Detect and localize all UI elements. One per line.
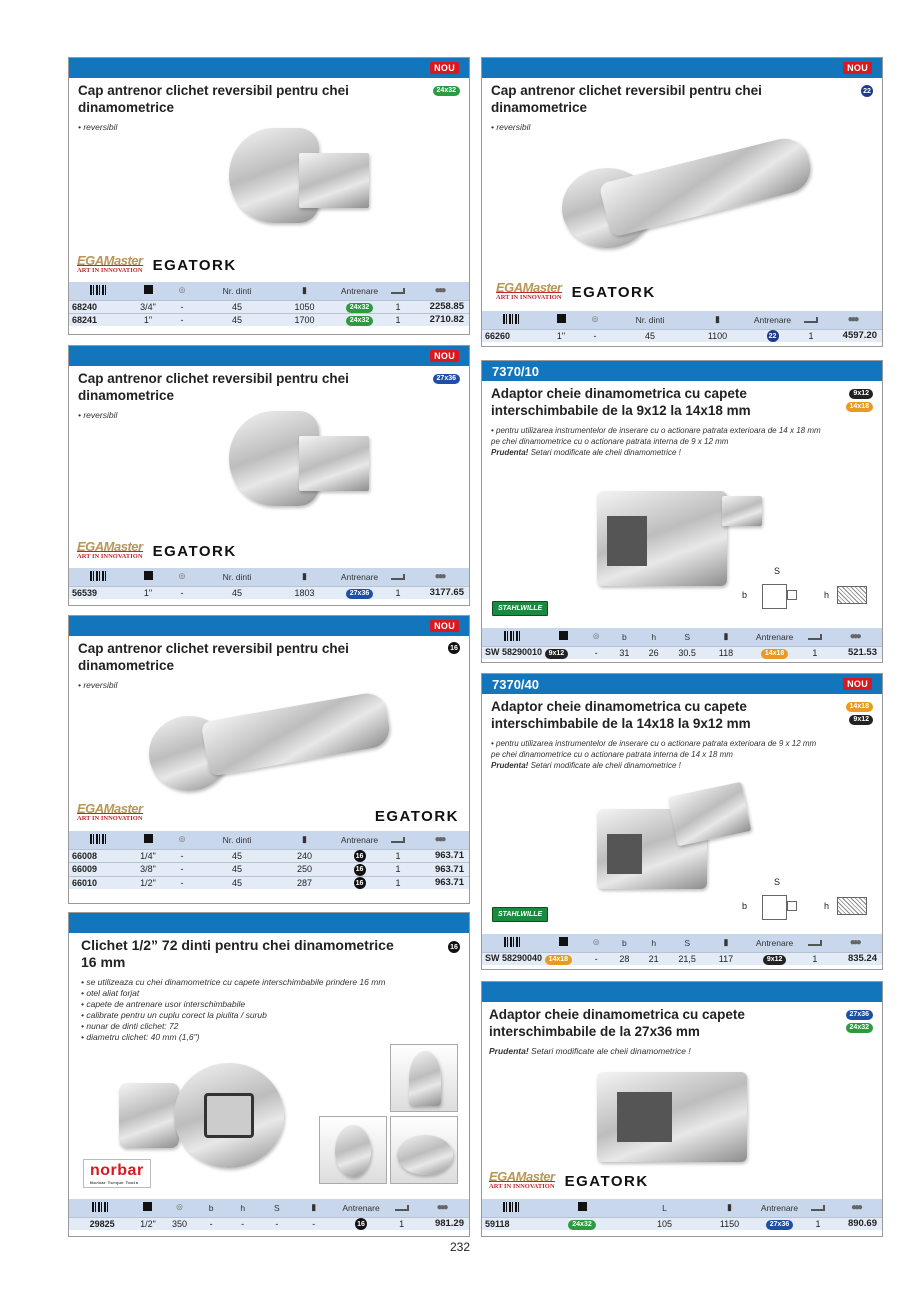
detail-image-1 — [390, 1044, 458, 1112]
product-table — [69, 1199, 469, 1230]
table-header: ⊚ Nr. dinti ▮ Antrenare ●●● — [482, 311, 882, 329]
warning-text: Prudenta! Setari modificate ale cheii dinamometrice ! — [491, 448, 681, 457]
product-card-7370-10 — [481, 360, 883, 663]
product-image — [159, 406, 389, 526]
feature-item: • pentru utilizarea instrumentelor de inserare cu o actionare patrata exterioara de 9 x 12 mm — [491, 739, 817, 748]
pack-qty-icon — [391, 837, 405, 843]
product-title: Cap antrenor clichet reversibil pentru chei dinamometrice — [78, 371, 349, 403]
card-header — [69, 346, 469, 366]
product-table — [482, 628, 882, 659]
square-drive-icon — [144, 834, 153, 843]
drive-size-badge: 14x18 — [846, 702, 873, 712]
coins-icon: ●●● — [850, 1202, 861, 1214]
product-table — [482, 934, 882, 965]
pack-qty-icon — [808, 634, 822, 640]
feature-item: • reversibil — [78, 680, 118, 690]
egamaster-logo: EGAMaster ART IN INNOVATION — [77, 253, 143, 274]
coins-icon: ●●● — [434, 834, 444, 846]
chain-icon: ⊚ — [591, 314, 599, 325]
card-header — [69, 58, 469, 78]
drive-size-badge: 24x32 — [433, 86, 460, 96]
egatork-logo: EGATORK — [152, 543, 237, 560]
new-badge: NOU — [430, 62, 459, 74]
feature-item: • capete de antrenare usor interschimbabile — [81, 999, 246, 1009]
new-badge: NOU — [430, 620, 459, 632]
antrenare-badge: 24x32 — [346, 316, 373, 326]
barcode-icon — [90, 285, 108, 295]
egamaster-logo: EGAMaster ART IN INNOVATION — [489, 1169, 555, 1190]
square-drive-icon — [559, 631, 568, 640]
product-card-66260 — [481, 57, 883, 347]
antrenare-badge: 16 — [354, 850, 366, 862]
table-row[interactable]: SW 58290040 14x18 - 28 21 21,5 117 9x12 1 835.24 — [482, 952, 882, 965]
brand-logos — [496, 280, 656, 302]
drive-badges — [846, 702, 873, 725]
feature-item: • diametru clichet: 40 mm (1,6") — [81, 1032, 200, 1042]
coins-icon: ●●● — [436, 1202, 446, 1214]
card-header — [69, 616, 469, 636]
feature-item: • reversibil — [491, 122, 531, 132]
card-header — [482, 58, 882, 78]
table-header: ⊚ b h S ▮ Antrenare ●●● — [482, 934, 882, 952]
table-header: ⊚ Nr. dinti ▮ Antrenare ●●● — [69, 831, 469, 849]
product-title: Clichet 1/2” 72 dinti pentru chei dinamometrice 16 mm — [81, 937, 394, 970]
pack-qty-icon — [811, 1205, 825, 1211]
dimension-diagram: S b h — [742, 566, 882, 616]
table-header: L ▮ Antrenare ●●● — [482, 1199, 882, 1217]
table-row[interactable]: 59118 24x32 105 1150 27x36 1 890.69 — [482, 1217, 882, 1230]
pack-qty-icon — [391, 288, 405, 294]
feature-item: pe chei dinamometrice cu o actionare patrata interna de 9 x 12 mm — [491, 437, 729, 446]
drive-size-badge: 16 — [448, 642, 460, 654]
brand-logos — [492, 601, 548, 616]
drive-badges — [861, 85, 873, 97]
antrenare-badge: 16 — [355, 1218, 367, 1230]
brand-logos — [77, 801, 143, 823]
table-row[interactable]: 29825 1/2" 350 - - - - 16 1 981.29 — [69, 1217, 469, 1230]
product-table — [482, 1199, 882, 1230]
table-row[interactable]: 66009 3/8" - 45 250 16 1 963.71 — [69, 863, 469, 877]
feature-item: • otel aliat forjat — [81, 988, 140, 998]
product-card-59118 — [481, 981, 883, 1237]
drive-size-badge: 27x36 — [846, 1010, 873, 1020]
chain-icon: ⊚ — [178, 571, 186, 582]
new-badge: NOU — [843, 62, 872, 74]
table-row[interactable]: 56539 1" - 45 1803 27x36 1 3177.65 — [69, 586, 469, 599]
product-table — [69, 831, 469, 889]
article-number: 7370/10 — [492, 363, 539, 379]
barcode-icon — [503, 1202, 521, 1212]
drive-size-badge: 9x12 — [849, 715, 873, 725]
barcode-icon — [92, 1202, 110, 1212]
product-image — [144, 676, 404, 796]
antrenare-badge: 27x36 — [346, 589, 373, 599]
weight-icon: ▮ — [723, 937, 729, 948]
table-header: ⊚ b h S ▮ Antrenare ●●● — [69, 1199, 469, 1217]
feature-list — [482, 419, 882, 458]
drive-badge: 24x32 — [568, 1220, 595, 1230]
table-header: ⊚ Nr. dinti ▮ Antrenare ●●● — [69, 282, 469, 300]
chain-icon: ⊚ — [175, 1202, 184, 1213]
barcode-icon — [503, 314, 521, 324]
page-number: 232 — [450, 1240, 471, 1254]
weight-icon: ▮ — [311, 1202, 317, 1213]
drive-badges — [448, 642, 460, 654]
product-card-68240 — [68, 57, 470, 335]
antrenare-badge: 9x12 — [763, 955, 787, 965]
feature-item: • pentru utilizarea instrumentelor de inserare cu o actionare patrata exterioara de 14 x 18 mm — [491, 426, 821, 435]
product-table — [69, 282, 469, 326]
drive-size-badge: 22 — [861, 85, 873, 97]
drive-badges — [448, 941, 460, 953]
brand-logos — [83, 1159, 151, 1188]
card-header — [482, 674, 882, 694]
card-header — [482, 982, 882, 1002]
weight-icon: ▮ — [302, 285, 307, 296]
stahlwille-logo: STAHLWILLE — [492, 601, 548, 616]
chain-icon: ⊚ — [178, 834, 186, 845]
dimension-diagram: S b h — [742, 877, 882, 927]
table-row[interactable]: 68240 3/4" - 45 1050 24x32 1 2258.85 — [69, 300, 469, 313]
barcode-icon — [90, 834, 108, 844]
pack-qty-icon — [391, 574, 405, 580]
drive-badges — [846, 1010, 873, 1033]
feature-item: • reversibil — [78, 122, 118, 132]
antrenare-badge: 27x36 — [766, 1220, 793, 1230]
coins-icon: ●●● — [847, 314, 857, 326]
feature-item: • se utilizeaza cu chei dinamometrice cu capete interschimbabile prindere 16 mm — [81, 977, 386, 987]
product-card-7370-40 — [481, 673, 883, 970]
product-card-29825 — [68, 912, 470, 1237]
weight-icon: ▮ — [302, 571, 307, 582]
product-card-66008 — [68, 615, 470, 904]
feature-item: pe chei dinamometrice cu o actionare patrata interna de 14 x 18 mm — [491, 750, 733, 759]
norbar-logo: norbar Norbar Torque Tools — [83, 1159, 151, 1188]
barcode-icon — [504, 631, 522, 641]
feature-list — [482, 732, 882, 771]
square-drive-icon — [144, 285, 153, 294]
square-drive-icon — [559, 937, 568, 946]
product-title: Adaptor cheie dinamometrica cu capete interschimbabile de la 14x18 la 9x12 mm — [491, 699, 751, 731]
coins-icon: ●●● — [849, 937, 859, 949]
weight-icon: ▮ — [727, 1202, 732, 1213]
product-title: Cap antrenor clichet reversibil pentru chei dinamometrice — [491, 83, 762, 115]
feature-item: • calibrate pentru un cuplu corect la piulita / surub — [81, 1010, 267, 1020]
product-table — [69, 568, 469, 599]
weight-icon: ▮ — [302, 834, 307, 845]
feature-item: • nunar de dinti clichet: 72 — [81, 1021, 179, 1031]
antrenare-badge: 22 — [767, 330, 779, 342]
detail-image-2 — [319, 1116, 387, 1184]
detail-image-3 — [390, 1116, 458, 1184]
pack-qty-icon — [395, 1205, 409, 1211]
egatork-logo: EGATORK — [152, 257, 237, 274]
square-drive-icon — [578, 1202, 587, 1211]
table-row[interactable]: 66010 1/2" - 45 287 16 1 963.71 — [69, 876, 469, 889]
product-image — [592, 1067, 772, 1167]
new-badge: NOU — [843, 678, 872, 690]
barcode-icon — [504, 937, 522, 947]
brand-logos — [492, 907, 548, 922]
product-image — [159, 123, 389, 243]
table-row[interactable]: SW 58290010 9x12 - 31 26 30.5 118 14x18 1 521.53 — [482, 646, 882, 659]
product-image — [119, 1063, 319, 1173]
table-row[interactable]: 66008 1/4" - 45 240 16 1 963.71 — [69, 849, 469, 863]
product-image — [552, 123, 812, 253]
product-table — [482, 311, 882, 342]
article-number: 7370/40 — [492, 676, 539, 692]
card-header — [69, 913, 469, 933]
pack-qty-icon — [808, 940, 822, 946]
product-title: Cap antrenor clichet reversibil pentru chei dinamometrice — [78, 83, 349, 115]
square-drive-icon — [143, 1202, 152, 1211]
egatork-logo: EGATORK — [564, 1173, 649, 1190]
antrenare-badge: 14x18 — [761, 649, 788, 659]
table-row[interactable]: 66260 1" - 45 1100 22 1 4597.20 — [482, 329, 882, 342]
antrenare-badge: 16 — [354, 877, 366, 889]
weight-icon: ▮ — [715, 314, 720, 325]
warning-text: Prudenta! Setari modificate ale cheii dinamometrice ! — [491, 761, 681, 770]
antrenare-badge: 24x32 — [346, 303, 373, 313]
warning-text: Prudenta! Setari modificate ale cheii dinamometrice ! — [489, 1046, 691, 1056]
egatork-logo: EGATORK — [374, 808, 459, 825]
egamaster-logo: EGAMaster ART IN INNOVATION — [496, 280, 562, 301]
drive-badges — [433, 86, 460, 96]
egamaster-logo: EGAMaster ART IN INNOVATION — [77, 801, 143, 822]
product-title: Cap antrenor clichet reversibil pentru chei dinamometrice — [78, 641, 349, 673]
chain-icon: ⊚ — [592, 631, 600, 642]
code-drive-badge: 9x12 — [545, 649, 569, 659]
egatork-logo: EGATORK — [571, 284, 656, 301]
feature-list — [482, 1040, 882, 1057]
product-title: Adaptor cheie dinamometrica cu capete interschimbabile de la 27x36 mm — [489, 1007, 745, 1039]
table-header: ⊚ Nr. dinti ▮ Antrenare ●●● — [69, 568, 469, 586]
code-drive-badge: 14x18 — [545, 955, 572, 965]
product-card-56539 — [68, 345, 470, 606]
stahlwille-logo: STAHLWILLE — [492, 907, 548, 922]
drive-size-badge: 27x36 — [433, 374, 460, 384]
drive-size-badge: 24x32 — [846, 1023, 873, 1033]
drive-size-badge: 9x12 — [849, 389, 873, 399]
chain-icon: ⊚ — [592, 937, 600, 948]
coins-icon: ●●● — [434, 571, 444, 583]
drive-size-badge: 16 — [448, 941, 460, 953]
card-header — [482, 361, 882, 381]
feature-list — [69, 971, 469, 1043]
chain-icon: ⊚ — [178, 285, 186, 296]
brand-logos — [77, 253, 237, 275]
product-title: Adaptor cheie dinamometrica cu capete interschimbabile de la 9x12 la 14x18 mm — [491, 386, 751, 418]
weight-icon: ▮ — [723, 631, 729, 642]
drive-size-badge: 14x18 — [846, 402, 873, 412]
table-header: ⊚ b h S ▮ Antrenare ●●● — [482, 628, 882, 646]
square-drive-icon — [144, 571, 153, 580]
table-row[interactable]: 68241 1" - 45 1700 24x32 1 2710.82 — [69, 313, 469, 326]
brand-logos — [77, 539, 237, 561]
egamaster-logo: EGAMaster ART IN INNOVATION — [77, 539, 143, 560]
square-drive-icon — [557, 314, 566, 323]
coins-icon: ●●● — [849, 631, 859, 643]
barcode-icon — [90, 571, 108, 581]
drive-badges — [433, 374, 460, 384]
new-badge: NOU — [430, 350, 459, 362]
drive-badges — [846, 389, 873, 412]
pack-qty-icon — [804, 317, 818, 323]
feature-item: • reversibil — [78, 410, 118, 420]
antrenare-badge: 16 — [354, 864, 366, 876]
brand-logos — [489, 1169, 649, 1191]
coins-icon: ●●● — [434, 285, 444, 297]
